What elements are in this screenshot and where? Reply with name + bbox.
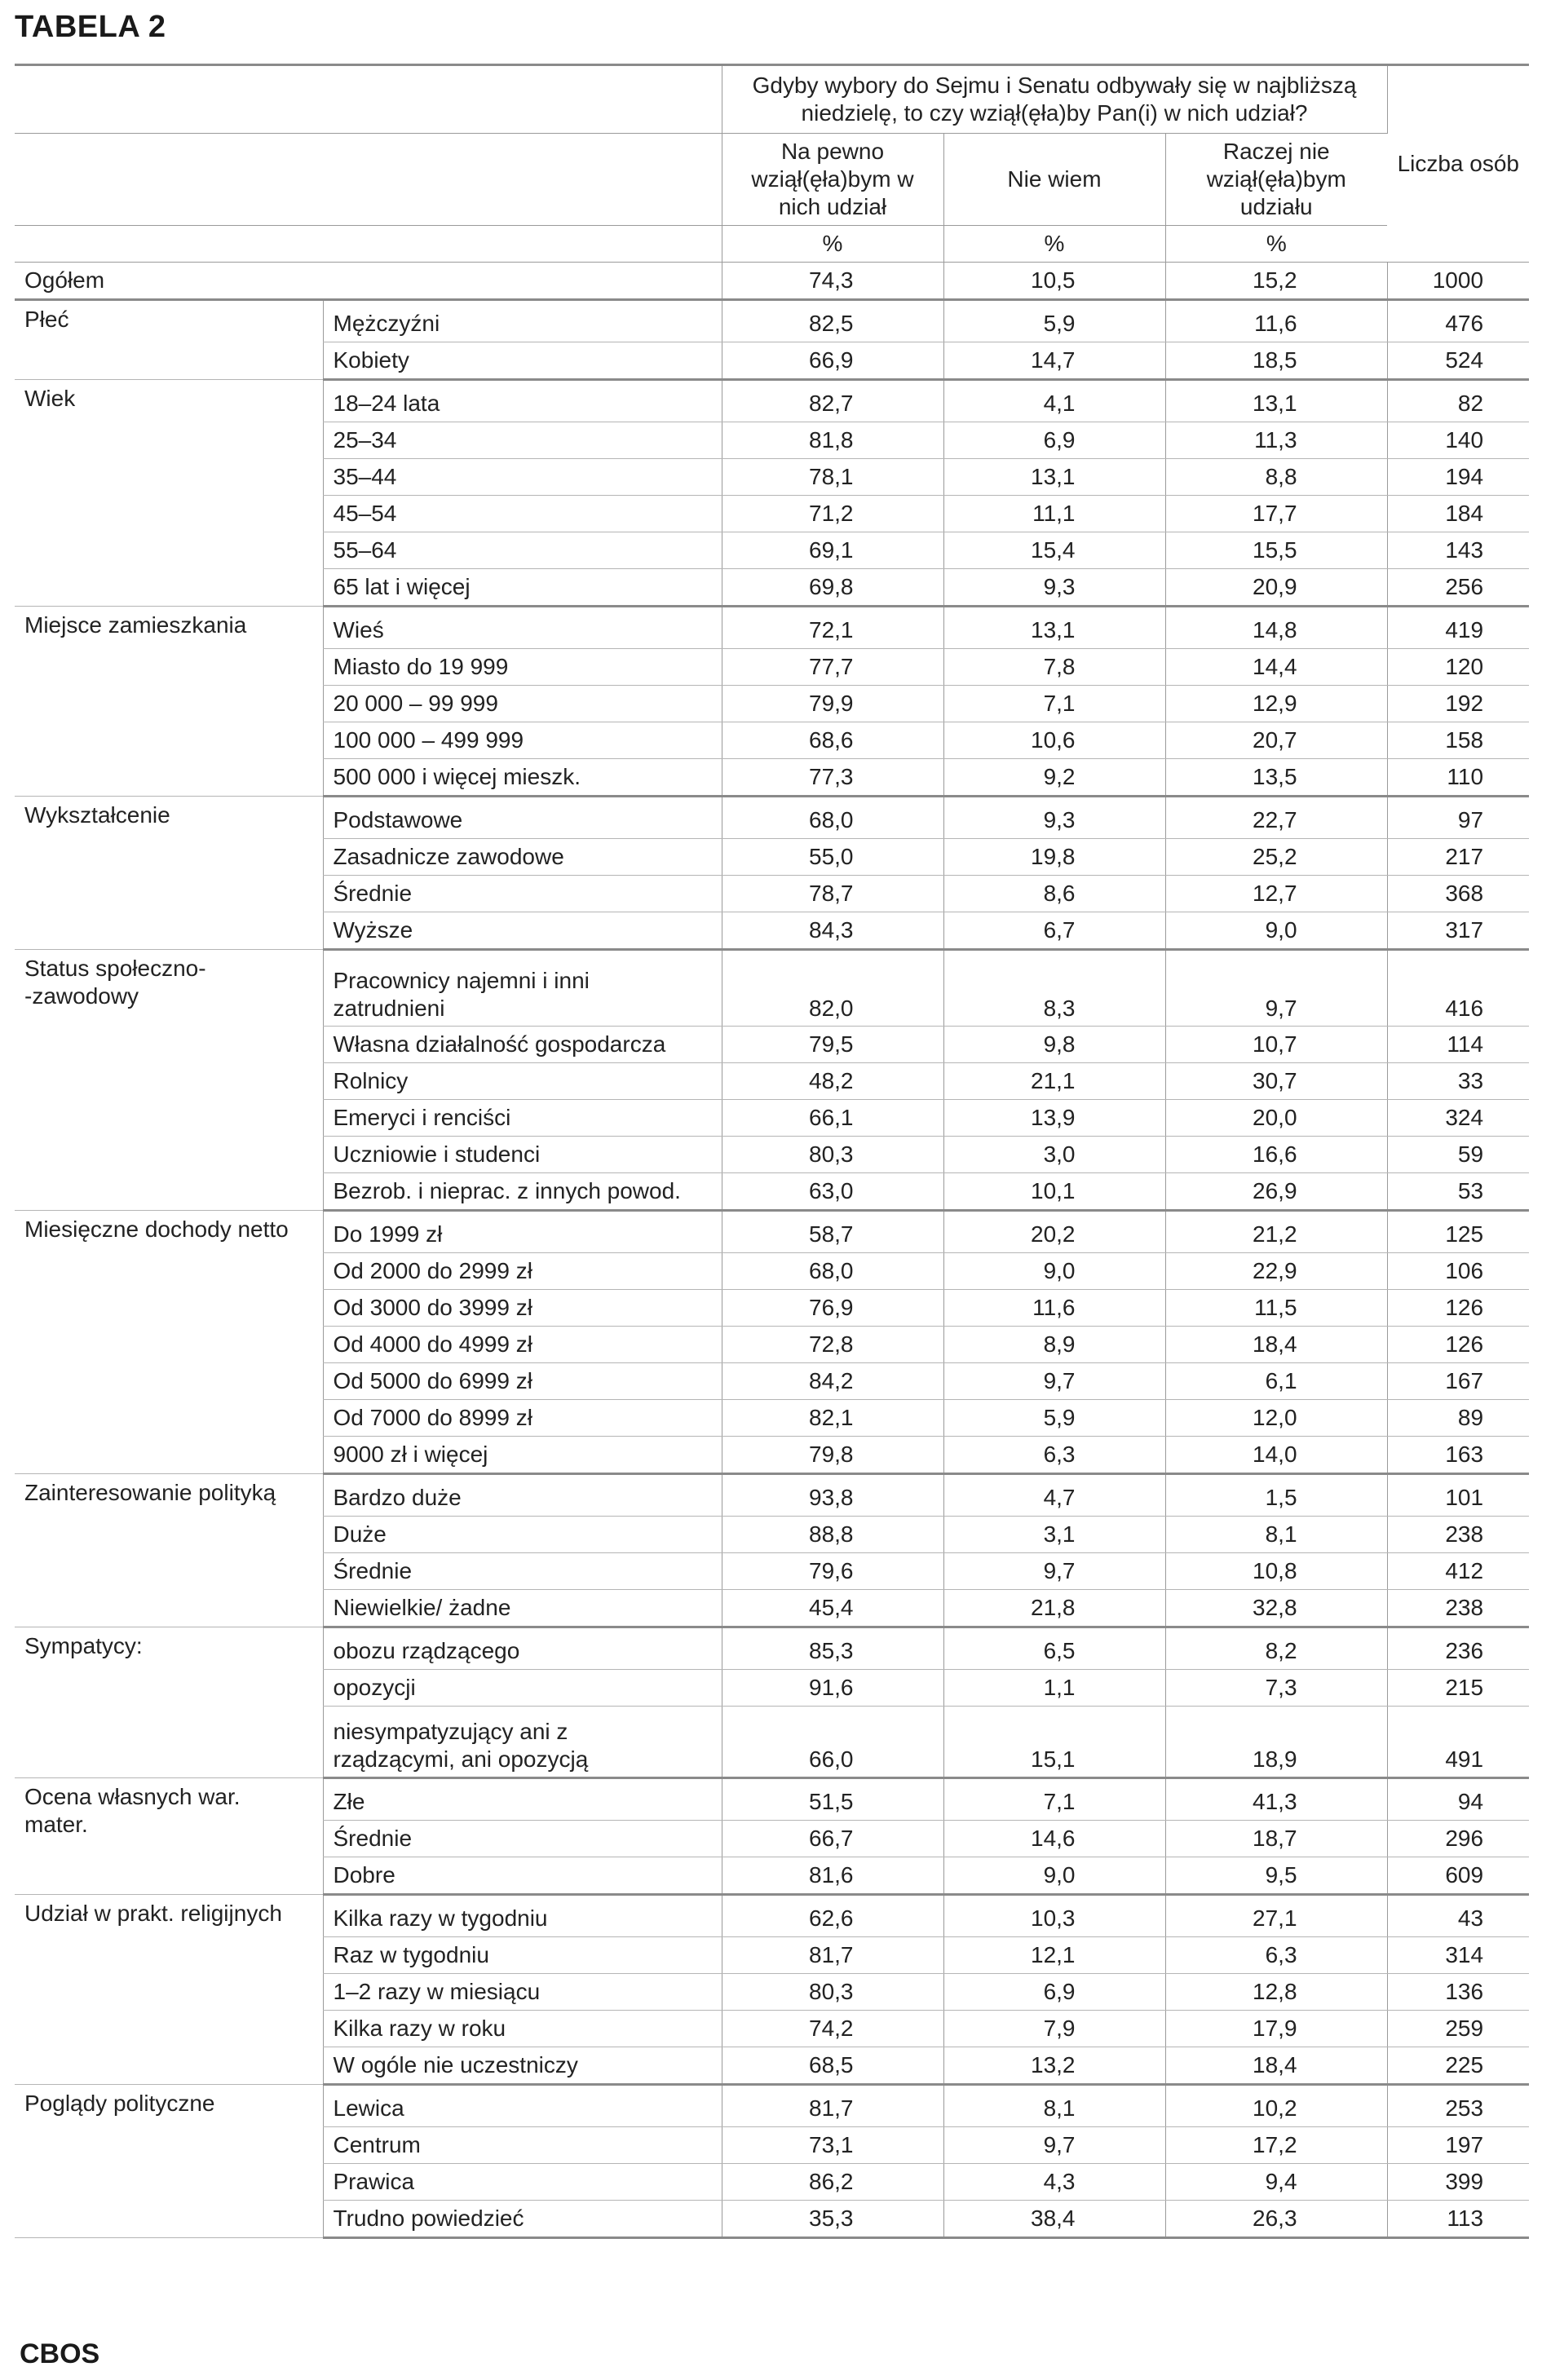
value-yes: 66,0 [722,1707,943,1778]
category-label: Od 5000 do 6999 zł [323,1363,722,1400]
category-label: 500 000 i więcej mieszk. [323,759,722,797]
value-dont-know: 21,8 [943,1590,1165,1627]
answer-header-dont-know: Nie wiem [943,134,1165,226]
value-dont-know: 4,7 [943,1474,1165,1517]
table-row [15,2085,1529,2127]
value-yes: 45,4 [722,1590,943,1627]
category-label: Mężczyźni [323,300,722,342]
value-count: 314 [1387,1937,1529,1974]
category-label: Prawica [323,2164,722,2201]
value-dont-know: 19,8 [943,839,1165,876]
category-label: Kobiety [323,342,722,380]
category-label: Od 2000 do 2999 zł [323,1253,722,1290]
value-dont-know: 10,5 [943,263,1165,300]
value-yes: 62,6 [722,1895,943,1937]
category-label: Trudno powiedzieć [323,2201,722,2238]
value-yes: 79,5 [722,1027,943,1063]
group-label: Płeć [15,300,323,380]
value-count: 53 [1387,1173,1529,1211]
value-no: 12,7 [1165,876,1387,912]
value-yes: 78,1 [722,459,943,496]
value-yes: 69,1 [722,532,943,569]
value-no: 25,2 [1165,839,1387,876]
value-yes: 76,9 [722,1290,943,1327]
category-label: Kilka razy w roku [323,2011,722,2047]
value-dont-know: 10,1 [943,1173,1165,1211]
value-count: 419 [1387,607,1529,649]
value-dont-know: 10,3 [943,1895,1165,1937]
value-no: 8,8 [1165,459,1387,496]
value-no: 11,3 [1165,422,1387,459]
value-yes: 82,7 [722,380,943,422]
value-count: 136 [1387,1974,1529,2011]
value-no: 27,1 [1165,1895,1387,1937]
category-label: Zasadnicze zawodowe [323,839,722,876]
question-header: Gdyby wybory do Sejmu i Senatu odbywały się w najbliższą niedzielę, to czy wziął(ęła)by Pan(i) w nich udział? [722,65,1387,134]
value-no: 14,0 [1165,1437,1387,1474]
category-label: 35–44 [323,459,722,496]
value-dont-know: 3,1 [943,1517,1165,1553]
total-label: Ogółem [15,263,722,300]
value-count: 143 [1387,532,1529,569]
value-no: 12,9 [1165,686,1387,722]
group-label: Miesięczne dochody netto [15,1211,323,1474]
value-count: 256 [1387,569,1529,607]
category-label: Podstawowe [323,797,722,839]
table-row [15,1474,1529,1517]
table-row [15,380,1529,422]
value-no: 18,5 [1165,342,1387,380]
category-label: Wyższe [323,912,722,950]
value-dont-know: 13,2 [943,2047,1165,2085]
value-count: 317 [1387,912,1529,950]
value-count: 416 [1387,950,1529,1027]
category-label: Średnie [323,876,722,912]
value-count: 238 [1387,1517,1529,1553]
percent-unit: % [943,226,1165,263]
value-yes: 72,8 [722,1327,943,1363]
value-no: 20,0 [1165,1100,1387,1137]
value-yes: 81,8 [722,422,943,459]
group-label: Miejsce zamieszkania [15,607,323,797]
category-label: W ogóle nie uczestniczy [323,2047,722,2085]
value-yes: 66,7 [722,1821,943,1857]
value-yes: 68,6 [722,722,943,759]
value-no: 6,3 [1165,1937,1387,1974]
category-label: Od 4000 do 4999 zł [323,1327,722,1363]
value-no: 17,9 [1165,2011,1387,2047]
value-no: 13,1 [1165,380,1387,422]
value-count: 163 [1387,1437,1529,1474]
value-yes: 73,1 [722,2127,943,2164]
value-dont-know: 6,9 [943,422,1165,459]
category-label: Wieś [323,607,722,649]
category-label: 20 000 – 99 999 [323,686,722,722]
category-label: 9000 zł i więcej [323,1437,722,1474]
answer-header-no: Raczej nie wziął(ęła)bym udziału [1165,134,1387,226]
category-label: 100 000 – 499 999 [323,722,722,759]
category-label: Kilka razy w tygodniu [323,1895,722,1937]
category-label: Centrum [323,2127,722,2164]
value-no: 7,3 [1165,1670,1387,1707]
category-label: Bezrob. i nieprac. z innych powod. [323,1173,722,1211]
value-count: 296 [1387,1821,1529,1857]
value-count: 253 [1387,2085,1529,2127]
value-count: 59 [1387,1137,1529,1173]
value-no: 11,6 [1165,300,1387,342]
category-label: Rolnicy [323,1063,722,1100]
value-dont-know: 6,3 [943,1437,1165,1474]
value-dont-know: 9,2 [943,759,1165,797]
value-dont-know: 38,4 [943,2201,1165,2238]
value-dont-know: 14,7 [943,342,1165,380]
value-yes: 81,6 [722,1857,943,1895]
value-yes: 68,0 [722,797,943,839]
category-label: 25–34 [323,422,722,459]
value-yes: 86,2 [722,2164,943,2201]
value-yes: 91,6 [722,1670,943,1707]
value-no: 26,9 [1165,1173,1387,1211]
value-count: 236 [1387,1627,1529,1670]
data-table [15,64,1529,2239]
value-yes: 68,5 [722,2047,943,2085]
table-row [15,607,1529,649]
value-count: 324 [1387,1100,1529,1137]
value-count: 399 [1387,2164,1529,2201]
value-yes: 58,7 [722,1211,943,1253]
table-row [15,1627,1529,1670]
cbos-logo: CBOS [20,2338,100,2369]
value-yes: 82,0 [722,950,943,1027]
value-count: 125 [1387,1211,1529,1253]
value-no: 8,2 [1165,1627,1387,1670]
value-dont-know: 6,7 [943,912,1165,950]
group-label: Ocena własnych war. mater. [15,1778,323,1895]
category-label: Duże [323,1517,722,1553]
value-no: 22,7 [1165,797,1387,839]
category-label: Średnie [323,1553,722,1590]
category-label: Od 7000 do 8999 zł [323,1400,722,1437]
value-no: 18,4 [1165,1327,1387,1363]
value-dont-know: 11,6 [943,1290,1165,1327]
value-count: 194 [1387,459,1529,496]
table-row [15,797,1529,839]
value-count: 114 [1387,1027,1529,1063]
value-dont-know: 6,9 [943,1974,1165,2011]
value-dont-know: 4,1 [943,380,1165,422]
value-no: 10,8 [1165,1553,1387,1590]
value-dont-know: 1,1 [943,1670,1165,1707]
value-count: 476 [1387,300,1529,342]
value-count: 368 [1387,876,1529,912]
value-count: 97 [1387,797,1529,839]
value-yes: 79,9 [722,686,943,722]
percent-unit: % [1165,226,1387,263]
total-row [15,263,1529,300]
value-dont-know: 5,9 [943,1400,1165,1437]
value-yes: 71,2 [722,496,943,532]
value-no: 32,8 [1165,1590,1387,1627]
header-empty-cell [15,65,722,134]
value-dont-know: 12,1 [943,1937,1165,1974]
value-no: 9,7 [1165,950,1387,1027]
category-label: opozycji [323,1670,722,1707]
value-count: 158 [1387,722,1529,759]
value-count: 524 [1387,342,1529,380]
value-dont-know: 15,4 [943,532,1165,569]
category-label: Raz w tygodniu [323,1937,722,1974]
group-label: Sympatycy: [15,1627,323,1778]
value-yes: 79,6 [722,1553,943,1590]
category-label: Bardzo duże [323,1474,722,1517]
value-no: 20,7 [1165,722,1387,759]
value-dont-know: 4,3 [943,2164,1165,2201]
category-label: 45–54 [323,496,722,532]
category-label: Lewica [323,2085,722,2127]
value-no: 14,4 [1165,649,1387,686]
group-label: Wiek [15,380,323,607]
value-yes: 74,2 [722,2011,943,2047]
value-no: 22,9 [1165,1253,1387,1290]
value-no: 9,0 [1165,912,1387,950]
value-count: 89 [1387,1400,1529,1437]
value-count: 184 [1387,496,1529,532]
category-label: 65 lat i więcej [323,569,722,607]
value-no: 6,1 [1165,1363,1387,1400]
value-no: 17,2 [1165,2127,1387,2164]
value-count: 1000 [1387,263,1529,300]
group-label: Wykształcenie [15,797,323,950]
table-row [15,950,1529,1027]
category-label: 18–24 lata [323,380,722,422]
category-label: Złe [323,1778,722,1821]
value-yes: 63,0 [722,1173,943,1211]
value-dont-know: 7,1 [943,1778,1165,1821]
value-dont-know: 8,9 [943,1327,1165,1363]
table-row [15,300,1529,342]
value-dont-know: 7,8 [943,649,1165,686]
value-no: 18,9 [1165,1707,1387,1778]
value-dont-know: 7,9 [943,2011,1165,2047]
value-yes: 84,3 [722,912,943,950]
value-no: 9,4 [1165,2164,1387,2201]
group-label: Udział w prakt. religijnych [15,1895,323,2085]
value-count: 94 [1387,1778,1529,1821]
value-yes: 79,8 [722,1437,943,1474]
value-no: 20,9 [1165,569,1387,607]
value-count: 192 [1387,686,1529,722]
value-yes: 77,3 [722,759,943,797]
value-no: 15,2 [1165,263,1387,300]
value-yes: 81,7 [722,1937,943,1974]
group-label: Status społeczno- -zawodowy [15,950,323,1211]
count-header: Liczba osób [1387,65,1529,263]
value-yes: 48,2 [722,1063,943,1100]
value-no: 1,5 [1165,1474,1387,1517]
value-dont-know: 9,0 [943,1857,1165,1895]
value-yes: 66,1 [722,1100,943,1137]
value-yes: 66,9 [722,342,943,380]
value-count: 259 [1387,2011,1529,2047]
table-row [15,1778,1529,1821]
category-label: Uczniowie i studenci [323,1137,722,1173]
percent-unit: % [722,226,943,263]
category-label: Pracownicy najemni i inni zatrudnieni [323,950,722,1027]
value-count: 238 [1387,1590,1529,1627]
value-dont-know: 9,7 [943,2127,1165,2164]
value-yes: 68,0 [722,1253,943,1290]
value-yes: 82,5 [722,300,943,342]
value-no: 26,3 [1165,2201,1387,2238]
category-label: Własna działalność gospodarcza [323,1027,722,1063]
value-no: 11,5 [1165,1290,1387,1327]
category-label: 55–64 [323,532,722,569]
value-yes: 81,7 [722,2085,943,2127]
value-count: 609 [1387,1857,1529,1895]
value-yes: 88,8 [722,1517,943,1553]
value-count: 217 [1387,839,1529,876]
group-label: Zainteresowanie polityką [15,1474,323,1627]
category-label: Dobre [323,1857,722,1895]
value-dont-know: 3,0 [943,1137,1165,1173]
value-dont-know: 13,9 [943,1100,1165,1137]
value-dont-know: 9,3 [943,569,1165,607]
value-dont-know: 9,3 [943,797,1165,839]
value-dont-know: 14,6 [943,1821,1165,1857]
value-count: 106 [1387,1253,1529,1290]
value-dont-know: 11,1 [943,496,1165,532]
value-count: 43 [1387,1895,1529,1937]
category-label: 1–2 razy w miesiącu [323,1974,722,2011]
value-no: 10,7 [1165,1027,1387,1063]
value-count: 101 [1387,1474,1529,1517]
answer-header-yes: Na pewno wziął(ęła)bym w nich udział [722,134,943,226]
value-no: 18,4 [1165,2047,1387,2085]
value-count: 225 [1387,2047,1529,2085]
table-title: TABELA 2 [15,10,166,44]
value-yes: 72,1 [722,607,943,649]
value-no: 10,2 [1165,2085,1387,2127]
category-label: Od 3000 do 3999 zł [323,1290,722,1327]
value-no: 21,2 [1165,1211,1387,1253]
value-yes: 85,3 [722,1627,943,1670]
value-dont-know: 13,1 [943,459,1165,496]
table-row [15,1211,1529,1253]
value-count: 491 [1387,1707,1529,1778]
value-no: 17,7 [1165,496,1387,532]
value-dont-know: 13,1 [943,607,1165,649]
value-count: 126 [1387,1290,1529,1327]
value-yes: 51,5 [722,1778,943,1821]
value-yes: 84,2 [722,1363,943,1400]
value-no: 13,5 [1165,759,1387,797]
group-label: Poglądy polityczne [15,2085,323,2238]
value-dont-know: 9,0 [943,1253,1165,1290]
category-label: niesympatyzujący ani z rządzącymi, ani opozycją [323,1707,722,1778]
value-dont-know: 5,9 [943,300,1165,342]
value-count: 197 [1387,2127,1529,2164]
value-yes: 82,1 [722,1400,943,1437]
value-dont-know: 6,5 [943,1627,1165,1670]
value-no: 16,6 [1165,1137,1387,1173]
value-yes: 74,3 [722,263,943,300]
value-dont-know: 15,1 [943,1707,1165,1778]
value-no: 12,0 [1165,1400,1387,1437]
value-dont-know: 9,7 [943,1553,1165,1590]
value-no: 8,1 [1165,1517,1387,1553]
value-yes: 77,7 [722,649,943,686]
value-count: 82 [1387,380,1529,422]
value-count: 113 [1387,2201,1529,2238]
value-dont-know: 20,2 [943,1211,1165,1253]
value-yes: 80,3 [722,1974,943,2011]
value-no: 30,7 [1165,1063,1387,1100]
value-yes: 35,3 [722,2201,943,2238]
value-dont-know: 9,7 [943,1363,1165,1400]
value-count: 215 [1387,1670,1529,1707]
value-count: 140 [1387,422,1529,459]
value-no: 14,8 [1165,607,1387,649]
value-yes: 55,0 [722,839,943,876]
value-no: 15,5 [1165,532,1387,569]
value-dont-know: 10,6 [943,722,1165,759]
category-label: Średnie [323,1821,722,1857]
value-yes: 78,7 [722,876,943,912]
value-yes: 93,8 [722,1474,943,1517]
value-no: 41,3 [1165,1778,1387,1821]
category-label: Emeryci i renciści [323,1100,722,1137]
value-count: 33 [1387,1063,1529,1100]
value-no: 18,7 [1165,1821,1387,1857]
value-no: 9,5 [1165,1857,1387,1895]
value-count: 412 [1387,1553,1529,1590]
value-yes: 80,3 [722,1137,943,1173]
category-label: obozu rządzącego [323,1627,722,1670]
value-count: 167 [1387,1363,1529,1400]
value-count: 120 [1387,649,1529,686]
value-dont-know: 9,8 [943,1027,1165,1063]
value-dont-know: 8,6 [943,876,1165,912]
category-label: Do 1999 zł [323,1211,722,1253]
value-count: 126 [1387,1327,1529,1363]
value-yes: 69,8 [722,569,943,607]
value-no: 12,8 [1165,1974,1387,2011]
value-dont-know: 21,1 [943,1063,1165,1100]
value-dont-know: 8,3 [943,950,1165,1027]
value-count: 110 [1387,759,1529,797]
value-dont-know: 8,1 [943,2085,1165,2127]
table-row [15,1895,1529,1937]
category-label: Miasto do 19 999 [323,649,722,686]
value-dont-know: 7,1 [943,686,1165,722]
category-label: Niewielkie/ żadne [323,1590,722,1627]
